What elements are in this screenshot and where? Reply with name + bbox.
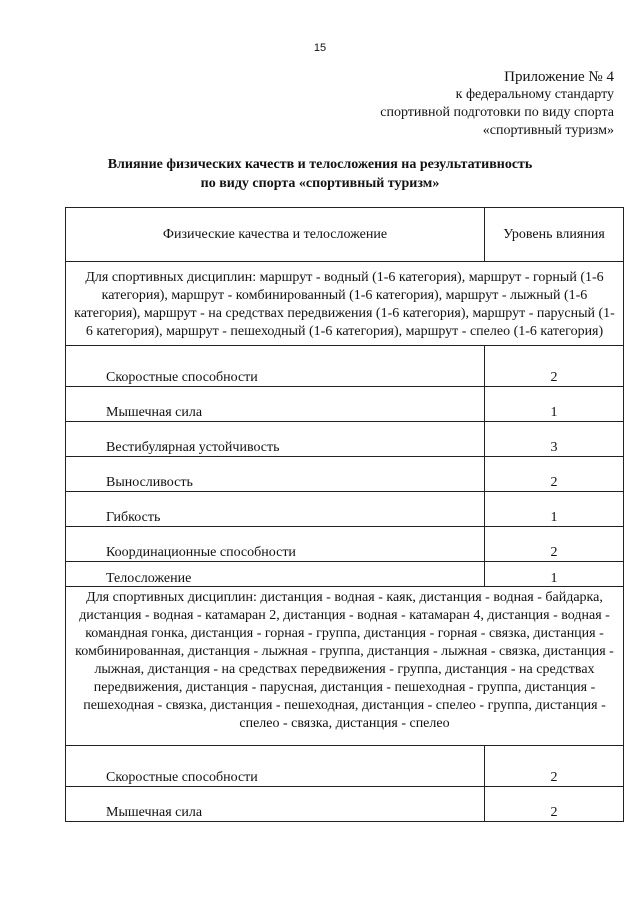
- level-cell: 2: [485, 746, 624, 787]
- quality-cell: Мышечная сила: [66, 787, 485, 822]
- header-level: Уровень влияния: [485, 208, 624, 262]
- title-line-1: Влияние физических качеств и телосложения на результативность: [107, 157, 533, 172]
- appendix-line-2: к федеральному стандарту: [455, 87, 614, 102]
- quality-cell: Гибкость: [66, 492, 485, 527]
- table-row: [66, 562, 624, 587]
- appendix-line-1: Приложение № 4: [504, 69, 614, 85]
- appendix-line-3: спортивной подготовки по виду спорта: [380, 105, 614, 120]
- table-row: [66, 387, 624, 422]
- appendix-header: [380, 68, 614, 140]
- level-cell: 2: [485, 457, 624, 492]
- table-row: [66, 492, 624, 527]
- quality-cell: Вестибулярная устойчивость: [66, 422, 485, 457]
- table-row: [66, 346, 624, 387]
- level-cell: 1: [485, 492, 624, 527]
- level-cell: 2: [485, 527, 624, 562]
- influence-table: [65, 207, 624, 822]
- level-cell: 3: [485, 422, 624, 457]
- quality-cell: Скоростные способности: [66, 346, 485, 387]
- group-description: Для спортивных дисциплин: дистанция - водная - каяк, дистанция - водная - байдарка, дистанция - водная - катамаран 2, дистанция - водная - катамаран 4, дистанция - водная - командная гонка, дистанция - горная - группа, дистанция - горная - связка, дистанция - комбинированная, дистанция - лыжная - группа, дистанция - лыжная - связка, дистанция - лыжная, дистанция - на средствах передвижения - группа, дистанция - на средствах передвижения, дистанция - парусная, дистанция - пешеходная - группа, дистанция - пешеходная - связка, дистанция - пешеходная, дистанция - спелео - группа, дистанция - спелео - связка, дистанция - спелео: [66, 587, 624, 746]
- level-cell: 2: [485, 787, 624, 822]
- table-header-row: [66, 208, 624, 262]
- table-row: [66, 422, 624, 457]
- table-row: [66, 457, 624, 492]
- quality-cell: Скоростные способности: [66, 746, 485, 787]
- table-row: [66, 787, 624, 822]
- level-cell: 1: [485, 387, 624, 422]
- quality-cell: Выносливость: [66, 457, 485, 492]
- appendix-line-4: «спортивный туризм»: [482, 123, 614, 138]
- title-line-2: по виду спорта «спортивный туризм»: [200, 176, 440, 191]
- level-cell: 1: [485, 562, 624, 587]
- quality-cell: Координационные способности: [66, 527, 485, 562]
- document-title: [0, 155, 640, 193]
- table-row: [66, 527, 624, 562]
- group-row: [66, 262, 624, 346]
- table-row: [66, 746, 624, 787]
- group-row: [66, 587, 624, 746]
- quality-cell: Мышечная сила: [66, 387, 485, 422]
- page-number: 15: [313, 42, 327, 54]
- header-quality: Физические качества и телосложение: [66, 208, 485, 262]
- quality-cell: Телосложение: [66, 562, 485, 587]
- group-description: Для спортивных дисциплин: маршрут - водный (1-6 категория), маршрут - горный (1-6 категория), маршрут - комбинированный (1-6 категория), маршрут - лыжный (1-6 категория), маршрут - на средствах передвижения (1-6 категория), маршрут - парусный (1-6 категория), маршрут - пешеходный (1-6 категория), маршрут - спелео (1-6 категория): [66, 262, 624, 346]
- level-cell: 2: [485, 346, 624, 387]
